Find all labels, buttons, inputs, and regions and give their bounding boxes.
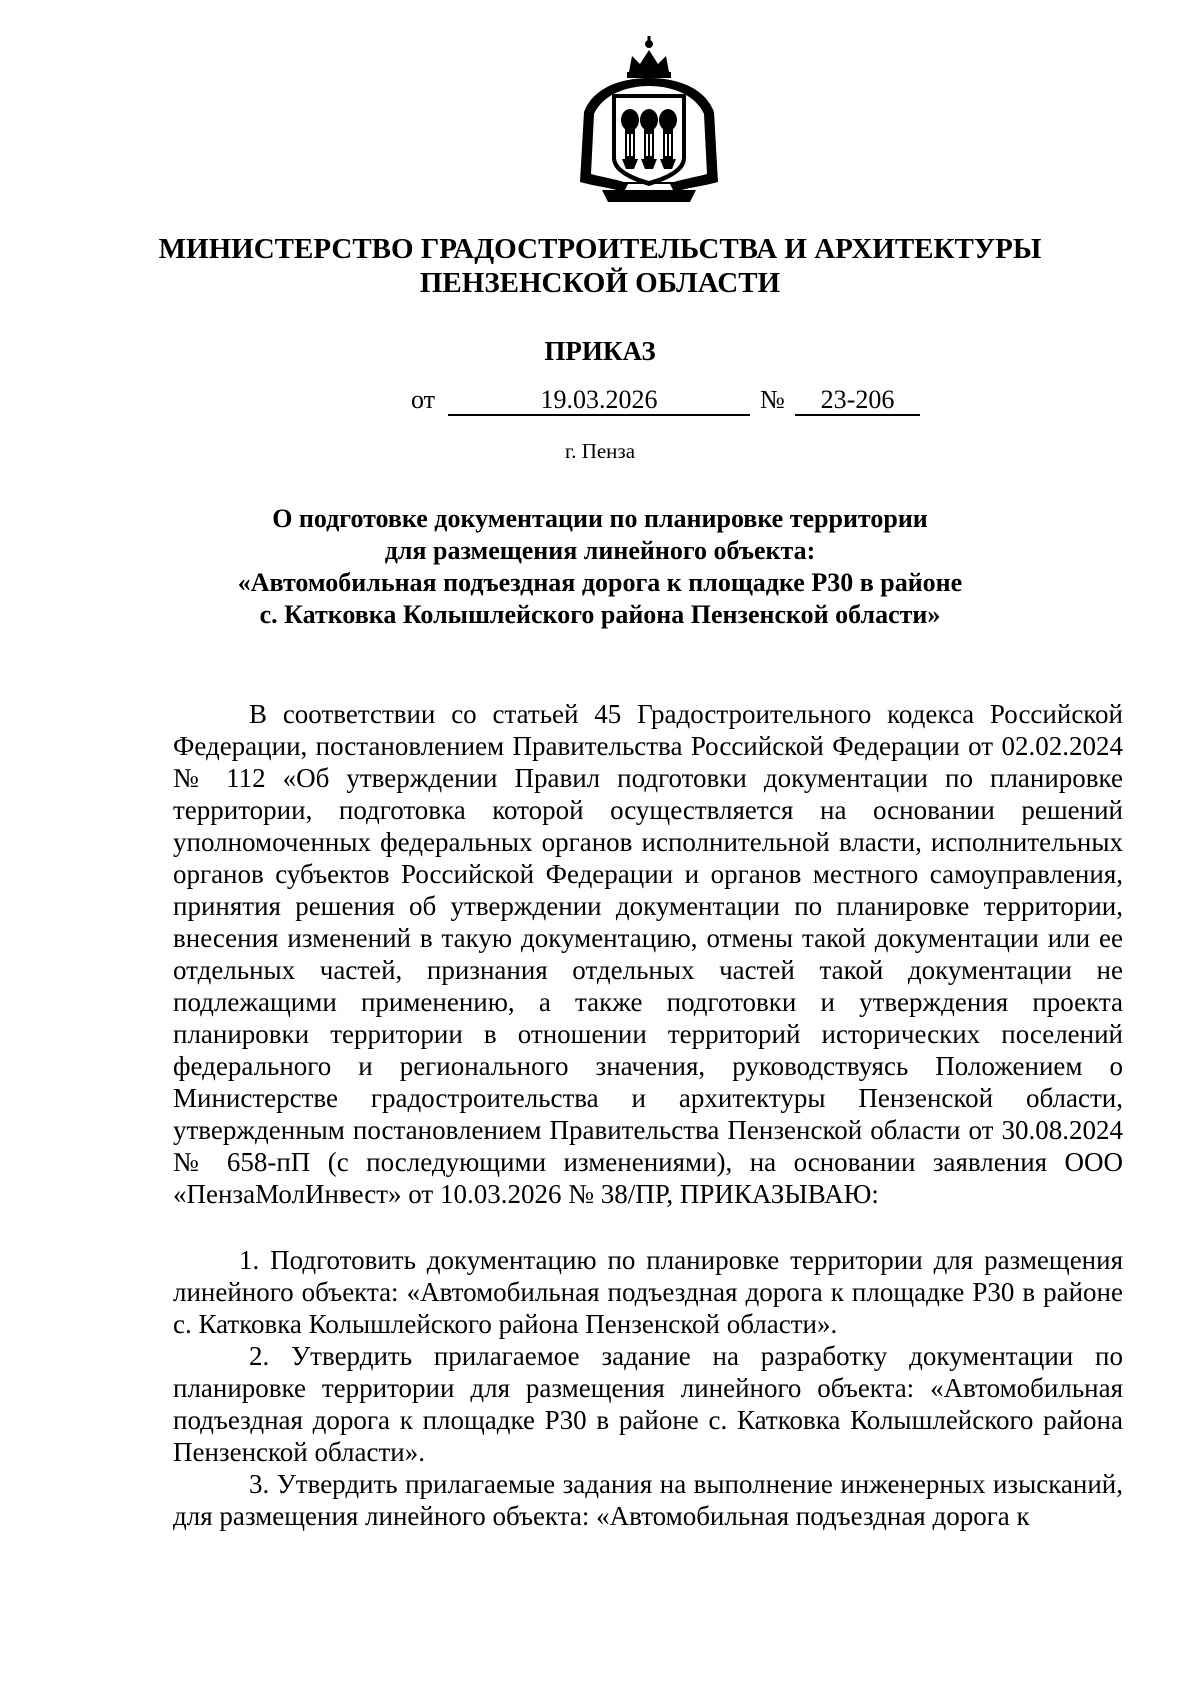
subject-line3: «Автомобильная подъездная дорога к площадке Р30 в районе xyxy=(237,568,963,597)
date-label: от xyxy=(411,385,436,414)
subject-line1: О подготовке документации по планировке территории xyxy=(272,504,928,533)
subject-line4: с. Катковка Колышлейского района Пензенской области» xyxy=(259,600,941,629)
coat-of-arms-icon xyxy=(572,32,726,204)
document-type-title: ПРИКАЗ xyxy=(544,336,656,366)
order-item-1: 1. Подготовить документацию по планировке территории для размещения линейного объекта: «Автомобильная подъездная дорога к площадке Р30 в районе с. Катковка Колышлейского района Пензенской области». xyxy=(173,1245,1123,1339)
ministry-name-line1: МИНИСТЕРСТВО ГРАДОСТРОИТЕЛЬСТВА И АРХИТЕКТУРЫ xyxy=(158,233,1042,265)
order-item-3: 3. Утвердить прилагаемые задания на выполнение инженерных изысканий, для размещения линейного объекта: «Автомобильная подъездная дорога к xyxy=(173,1469,1123,1531)
ministry-name-line2: ПЕНЗЕНСКОЙ ОБЛАСТИ xyxy=(419,267,781,299)
order-body xyxy=(173,698,1123,1532)
order-item-2: 2. Утвердить прилагаемое задание на разработку документации по планировке территории для размещения линейного объекта: «Автомобильная подъездная дорога к площадке Р30 в районе с. Катковка Колышлейского района Пензенской области». xyxy=(173,1341,1123,1467)
order-subject xyxy=(100,503,1100,631)
number-label: № xyxy=(760,385,785,414)
order-date-number-line xyxy=(0,384,1200,420)
ministry-name xyxy=(100,232,1100,300)
order-number: 23-206 xyxy=(795,384,920,416)
subject-line2: для размещения линейного объекта: xyxy=(384,536,816,565)
preamble-paragraph: В соответствии со статьей 45 Градостроительного кодекса Российской Федерации, постановлением Правительства Российской Федерации от 02.02.2024 № 112 «Об утверждении Правил подготовки документации по планировке территории, подготовка которой осуществляется на основании решений уполномоченных федеральных органов исполнительной власти, исполнительных органов субъектов Российской Федерации и органов местного самоуправления, принятия решения об утверждении документации по планировке территории, внесения изменений в такую документацию, отмены такой документации или ее отдельных частей, признания отдельных частей такой документации не подлежащими применению, а также подготовки и утверждения проекта планировки территории в отношении территорий исторических поселений федерального и регионального значения, руководствуясь Положением о Министерстве градостроительства и архитектуры Пензенской области, утвержденным постановлением Правительства Пензенской области от 30.08.2024 № 658-пП (с последующими изменениями), на основании заявления ООО «ПензаМолИнвест» от 10.03.2026 № 38/ПР, ПРИКАЗЫВАЮ: xyxy=(173,699,1123,1209)
order-date: 19.03.2026 xyxy=(448,384,750,416)
city: г. Пенза xyxy=(564,439,636,463)
